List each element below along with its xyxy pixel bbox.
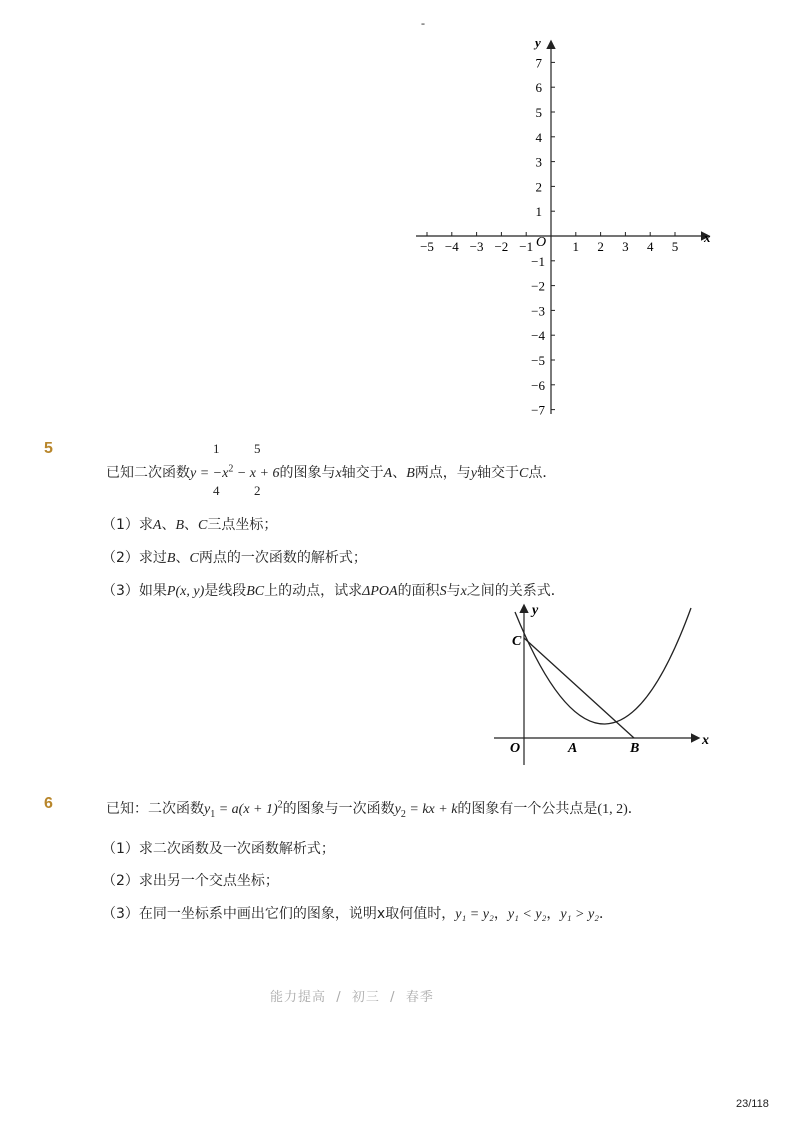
fig-origin-label: O xyxy=(510,741,521,756)
point-c-label: C xyxy=(512,634,522,649)
question-number-5: 5 xyxy=(44,440,53,457)
origin-label: O xyxy=(536,235,547,250)
y-tick-label: −2 xyxy=(531,278,545,294)
fraction-2-numerator: 5 xyxy=(254,441,261,456)
y-axis-label: y xyxy=(535,35,541,50)
q5-statement: 已知二次函数$y = -x^2 - x + 6$的图象与x轴交于A、B两点，与y轴交于C点． xyxy=(106,463,557,481)
q6-part-1: （1）求二次函数及一次函数解析式； xyxy=(102,841,335,857)
y-tick-label: −7 xyxy=(531,402,545,418)
fig-y-label: y xyxy=(532,603,539,618)
point-a-label: A xyxy=(568,741,578,756)
point-b-label: B xyxy=(630,741,640,756)
parabola-curve xyxy=(515,608,691,724)
y-tick-label: 1 xyxy=(535,204,542,220)
q6-statement: 已知：二次函数$y_1 = a(x + 1)^2$的图象与一次函数$y_2$ = kx + k的图象有一个公共点是(1, 2)． xyxy=(106,799,642,820)
line-segment-bc xyxy=(524,638,634,738)
y-tick-label: 6 xyxy=(535,80,542,96)
fig-x-label: x xyxy=(702,733,709,748)
x-tick-label: −4 xyxy=(444,239,459,254)
x-tick-marks xyxy=(420,232,678,254)
blank-coordinate-grid xyxy=(410,30,720,420)
y-tick-label: −5 xyxy=(531,353,545,368)
x-tick-label: 5 xyxy=(671,239,679,254)
y-tick-label: 4 xyxy=(535,129,542,145)
x-axis-label: x xyxy=(704,230,711,245)
q5-part-3: （3）如果P(x, y)是线段BC上的动点，试求ΔPOA的面积S与x之间的关系式． xyxy=(102,583,565,599)
y-tick-label: −3 xyxy=(531,303,545,319)
x-tick-label: 2 xyxy=(597,239,604,254)
q5-part-2: （2）求过B、C两点的一次函数的解析式； xyxy=(102,550,367,566)
fraction-1-numerator: 1 xyxy=(213,441,220,456)
y-tick-label: 7 xyxy=(535,55,542,71)
y-tick-label: −6 xyxy=(531,377,545,393)
fraction-1-denominator: 4 xyxy=(213,483,220,498)
x-tick-label: 4 xyxy=(646,239,654,254)
parabola-figure xyxy=(488,600,718,775)
x-tick-label: −3 xyxy=(469,239,484,254)
y-tick-label: 2 xyxy=(535,179,542,195)
footer-label: 能力提高 / 初三 / 春季 xyxy=(270,990,434,1005)
q6-part-3: （3）在同一坐标系中画出它们的图象，说明x取何值时，y₁ = y₂，y₁ < y₂，y₁ > y₂． xyxy=(102,906,614,922)
x-tick-label: 1 xyxy=(572,239,580,254)
y-tick-label: 3 xyxy=(535,154,542,170)
y-tick-label: −1 xyxy=(531,253,545,269)
y-tick-label: 5 xyxy=(535,105,542,120)
q6-part-2: （2）求出另一个交点坐标； xyxy=(102,873,279,889)
fraction-2-denominator: 2 xyxy=(254,483,261,498)
page-number: 23/118 xyxy=(736,1098,769,1110)
x-tick-label: −5 xyxy=(420,239,434,254)
question-number-6: 6 xyxy=(44,795,53,812)
x-tick-label: 3 xyxy=(622,239,629,254)
x-tick-label: −2 xyxy=(494,239,509,254)
q5-part-1: （1）求A、B、C三点坐标； xyxy=(102,517,278,533)
y-tick-label: −4 xyxy=(531,328,545,344)
top-mark: - xyxy=(421,16,425,30)
x-tick-label: −1 xyxy=(519,239,534,254)
